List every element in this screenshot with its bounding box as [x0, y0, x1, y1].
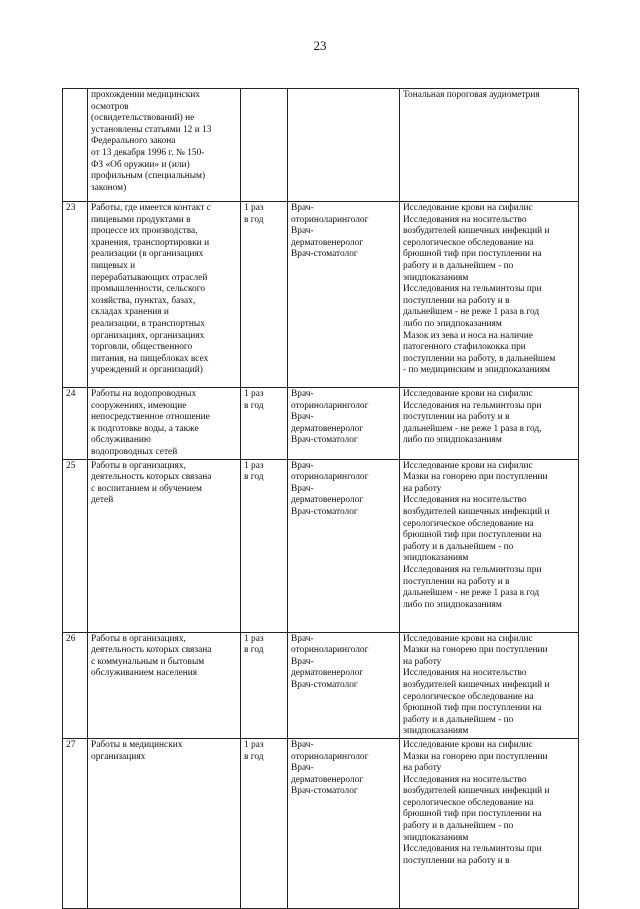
cell-text: 25: [66, 460, 76, 471]
table-row: [63, 202, 579, 388]
cell-line: хранения, транспортировки и: [91, 237, 210, 248]
frequency-cell: [241, 459, 288, 632]
doctors-cell: [288, 459, 400, 632]
cell-line: ФЗ «Об оружии» и (или): [91, 159, 190, 170]
cell-line: пищевых и: [91, 260, 136, 271]
cell-line: Врач-: [291, 226, 314, 237]
row-number-cell: [63, 89, 88, 202]
row-number-cell: [63, 632, 88, 738]
extra-tests-cell: [400, 388, 579, 460]
table-row: [63, 459, 579, 632]
cell-line: поступлении на работу и в: [403, 855, 510, 866]
cell-text: 26: [66, 633, 76, 644]
cell-line: Врач-: [291, 656, 314, 667]
doctors-cell: [288, 738, 400, 908]
cell-line: дерматовенеролог: [291, 668, 364, 679]
cell-line: сооружениях, имеющие: [91, 400, 187, 411]
cell-line: Врач-: [291, 412, 314, 423]
cell-line: эпидпоказаниям: [403, 272, 469, 283]
cell-line: патогенного стафилококка при: [403, 342, 526, 353]
cell-line: складах хранения и: [91, 307, 169, 318]
cell-line: в год: [244, 751, 264, 762]
cell-line: Исследования на носительство: [403, 495, 527, 506]
cell-line: дальнейшем - не реже 1 раза в год,: [403, 423, 542, 434]
cell-line: 1 раз: [244, 460, 264, 471]
cell-line: возбудителей кишечных инфекций и: [403, 679, 550, 690]
cell-line: обслуживанием населения: [91, 668, 198, 679]
doctors-cell: [288, 202, 400, 388]
work-type-cell: [88, 388, 241, 460]
cell-line: питания, на пищеблоках всех: [91, 353, 209, 364]
cell-line: работу и в дальнейшем - по: [403, 541, 514, 552]
cell-line: Исследование крови на сифилис: [403, 389, 533, 399]
work-type-cell: [88, 202, 241, 388]
frequency-cell: [241, 202, 288, 388]
cell-line: Исследование крови на сифилис: [403, 460, 533, 471]
cell-line: дерматовенеролог: [291, 774, 364, 785]
cell-line: пищевыми продуктами в: [91, 214, 191, 225]
cell-line: Исследования на гельминтозы при: [403, 400, 542, 411]
cell-line: к подготовке воды, а также: [91, 423, 199, 434]
cell-line: возбудителей кишечных инфекций и: [403, 226, 550, 237]
cell-line: Врач-: [291, 483, 314, 494]
cell-line: Работы в организациях,: [91, 633, 186, 644]
cell-line: дерматовенеролог: [291, 423, 364, 434]
cell-line: Врач-стоматолог: [291, 435, 358, 446]
cell-line: Исследования на носительство: [403, 774, 527, 785]
cell-line: в год: [244, 214, 264, 225]
cell-line: в год: [244, 400, 264, 411]
cell-line: возбудителей кишечных инфекций и: [403, 506, 550, 517]
requirements-table: [62, 88, 579, 909]
work-type-cell: [88, 89, 241, 202]
cell-line: оториноларинголог: [291, 645, 369, 656]
cell-line: обслуживанию: [91, 435, 151, 446]
cell-line: дальнейшем - не реже 1 раза в год: [403, 588, 540, 599]
cell-line: брюшной тиф при поступлении на: [403, 249, 542, 260]
cell-line: профильным (специальным): [91, 171, 206, 182]
cell-line: реализации, в транспортных: [91, 318, 205, 329]
cell-line: деятельность которых связана: [91, 645, 212, 656]
cell-line: Исследования на носительство: [403, 668, 527, 679]
cell-line: либо по эпидпоказаниям: [403, 318, 502, 329]
cell-line: организациях: [91, 751, 146, 762]
cell-line: оториноларинголог: [291, 472, 369, 483]
cell-line: непосредственное отношение: [91, 412, 210, 423]
cell-line: брюшной тиф при поступлении на: [403, 703, 542, 714]
cell-line: на работу: [403, 763, 442, 774]
cell-line: эпидпоказаниям: [403, 553, 469, 564]
cell-line: в год: [244, 472, 264, 483]
cell-line: Работы в медицинских: [91, 739, 183, 750]
cell-line: Мазки на гонорею при поступлении: [403, 472, 548, 483]
cell-line: серологическое обследование на: [403, 691, 534, 702]
cell-line: установлены статьями 12 и 13: [91, 124, 212, 135]
cell-line: Исследования на гельминтозы при: [403, 844, 542, 855]
cell-line: от 13 декабря 1996 г. № 150-: [91, 147, 205, 158]
cell-line: осмотров: [91, 101, 129, 112]
work-type-cell: [88, 459, 241, 632]
cell-line: Врач-стоматолог: [291, 679, 358, 690]
cell-line: с воспитанием и обучением: [91, 483, 202, 494]
cell-line: на работу: [403, 483, 442, 494]
row-number-cell: [63, 202, 88, 388]
cell-line: Тональная пороговая аудиометрия: [403, 90, 540, 100]
cell-line: эпидпоказаниям: [403, 726, 469, 737]
cell-line: Врач-: [291, 460, 314, 471]
cell-line: учреждений и организаций): [91, 365, 203, 376]
extra-tests-cell: [400, 738, 579, 908]
cell-line: Врач-: [291, 633, 314, 644]
cell-line: возбудителей кишечных инфекций и: [403, 786, 550, 797]
frequency-cell: [241, 89, 288, 202]
cell-line: Мазок из зева и носа на наличие: [403, 330, 533, 341]
work-type-cell: [88, 738, 241, 908]
extra-tests-cell: [400, 459, 579, 632]
cell-line: Врач-: [291, 763, 314, 774]
cell-line: прохождении медицинских: [91, 90, 200, 100]
cell-line: брюшной тиф при поступлении на: [403, 530, 542, 541]
cell-text: 24: [66, 389, 76, 399]
cell-line: оториноларинголог: [291, 400, 369, 411]
cell-line: в год: [244, 645, 264, 656]
cell-line: реализации (в организациях: [91, 249, 204, 260]
cell-line: дерматовенеролог: [291, 237, 364, 248]
table-body: [63, 89, 579, 909]
doctors-cell: [288, 388, 400, 460]
doctors-cell: [288, 89, 400, 202]
cell-line: Врач-: [291, 739, 314, 750]
cell-line: 1 раз: [244, 633, 264, 644]
cell-line: Работы, где имеется контакт с: [91, 203, 211, 213]
doctors-cell: [288, 632, 400, 738]
cell-line: Работы на водопроводных: [91, 389, 197, 399]
cell-line: Работы в организациях,: [91, 460, 186, 471]
cell-line: оториноларинголог: [291, 751, 369, 762]
cell-line: серологическое обследование на: [403, 797, 534, 808]
cell-line: процессе их производства,: [91, 226, 198, 237]
cell-line: (освидетельствований) не: [91, 113, 195, 124]
cell-line: промышленности, сельского: [91, 284, 206, 295]
cell-line: водопроводных сетей: [91, 446, 178, 457]
cell-line: Исследования на гельминтозы при: [403, 564, 542, 575]
cell-line: Исследования на носительство: [403, 214, 527, 225]
cell-line: Исследование крови на сифилис: [403, 633, 533, 644]
row-number-cell: [63, 459, 88, 632]
frequency-cell: [241, 388, 288, 460]
table-row: [63, 89, 579, 202]
cell-line: оториноларинголог: [291, 214, 369, 225]
cell-line: - по медицинским и эпидпоказаниям: [403, 365, 550, 376]
frequency-cell: [241, 632, 288, 738]
cell-line: на работу: [403, 656, 442, 667]
cell-line: поступлении на работу, в дальнейшем: [403, 353, 556, 364]
row-number-cell: [63, 388, 88, 460]
cell-line: поступлении на работу и в: [403, 295, 510, 306]
cell-line: работу и в дальнейшем - по: [403, 260, 514, 271]
cell-line: Врач-стоматолог: [291, 786, 358, 797]
cell-line: поступлении на работу и в: [403, 412, 510, 423]
cell-line: работу и в дальнейшем - по: [403, 821, 514, 832]
cell-line: организациях, организациях: [91, 330, 205, 341]
extra-tests-cell: [400, 89, 579, 202]
cell-line: серологическое обследование на: [403, 237, 534, 248]
cell-line: Врач-стоматолог: [291, 506, 358, 517]
cell-line: серологическое обследование на: [403, 518, 534, 529]
cell-line: 1 раз: [244, 203, 264, 213]
frequency-cell: [241, 738, 288, 908]
cell-line: торговли, общественного: [91, 342, 193, 353]
cell-line: Врач-стоматолог: [291, 249, 358, 260]
work-type-cell: [88, 632, 241, 738]
extra-tests-cell: [400, 202, 579, 388]
cell-line: законом): [91, 182, 127, 193]
cell-line: 1 раз: [244, 739, 264, 750]
table-row: [63, 388, 579, 460]
cell-line: Исследование крови на сифилис: [403, 203, 533, 213]
cell-line: дерматовенеролог: [291, 495, 364, 506]
cell-text: 23: [66, 203, 76, 213]
table-row: [63, 632, 579, 738]
cell-line: брюшной тиф при поступлении на: [403, 809, 542, 820]
cell-line: Федерального закона: [91, 136, 176, 147]
cell-line: Исследование крови на сифилис: [403, 739, 533, 750]
cell-line: работу и в дальнейшем - по: [403, 714, 514, 725]
cell-line: детей: [91, 495, 114, 506]
cell-line: Врач-: [291, 389, 314, 399]
table-row: [63, 738, 579, 908]
cell-line: перерабатывающих отраслей: [91, 272, 208, 283]
cell-text: 27: [66, 739, 76, 750]
cell-line: Мазки на гонорею при поступлении: [403, 645, 548, 656]
cell-line: либо по эпидпоказаниям: [403, 599, 502, 610]
cell-line: Исследования на гельминтозы при: [403, 284, 542, 295]
cell-line: либо по эпидпоказаниям: [403, 435, 502, 446]
row-number-cell: [63, 738, 88, 908]
cell-line: Врач-: [291, 203, 314, 213]
cell-line: поступлении на работу и в: [403, 576, 510, 587]
cell-line: 1 раз: [244, 389, 264, 399]
cell-line: с коммунальным и бытовым: [91, 656, 205, 667]
cell-line: деятельность которых связана: [91, 472, 212, 483]
cell-line: дальнейшем - не реже 1 раза в год: [403, 307, 540, 318]
page-number: 23: [313, 38, 327, 53]
extra-tests-cell: [400, 632, 579, 738]
cell-line: хозяйства, пунктах, базах,: [91, 295, 196, 306]
cell-line: эпидпоказаниям: [403, 832, 469, 843]
cell-line: Мазки на гонорею при поступлении: [403, 751, 548, 762]
